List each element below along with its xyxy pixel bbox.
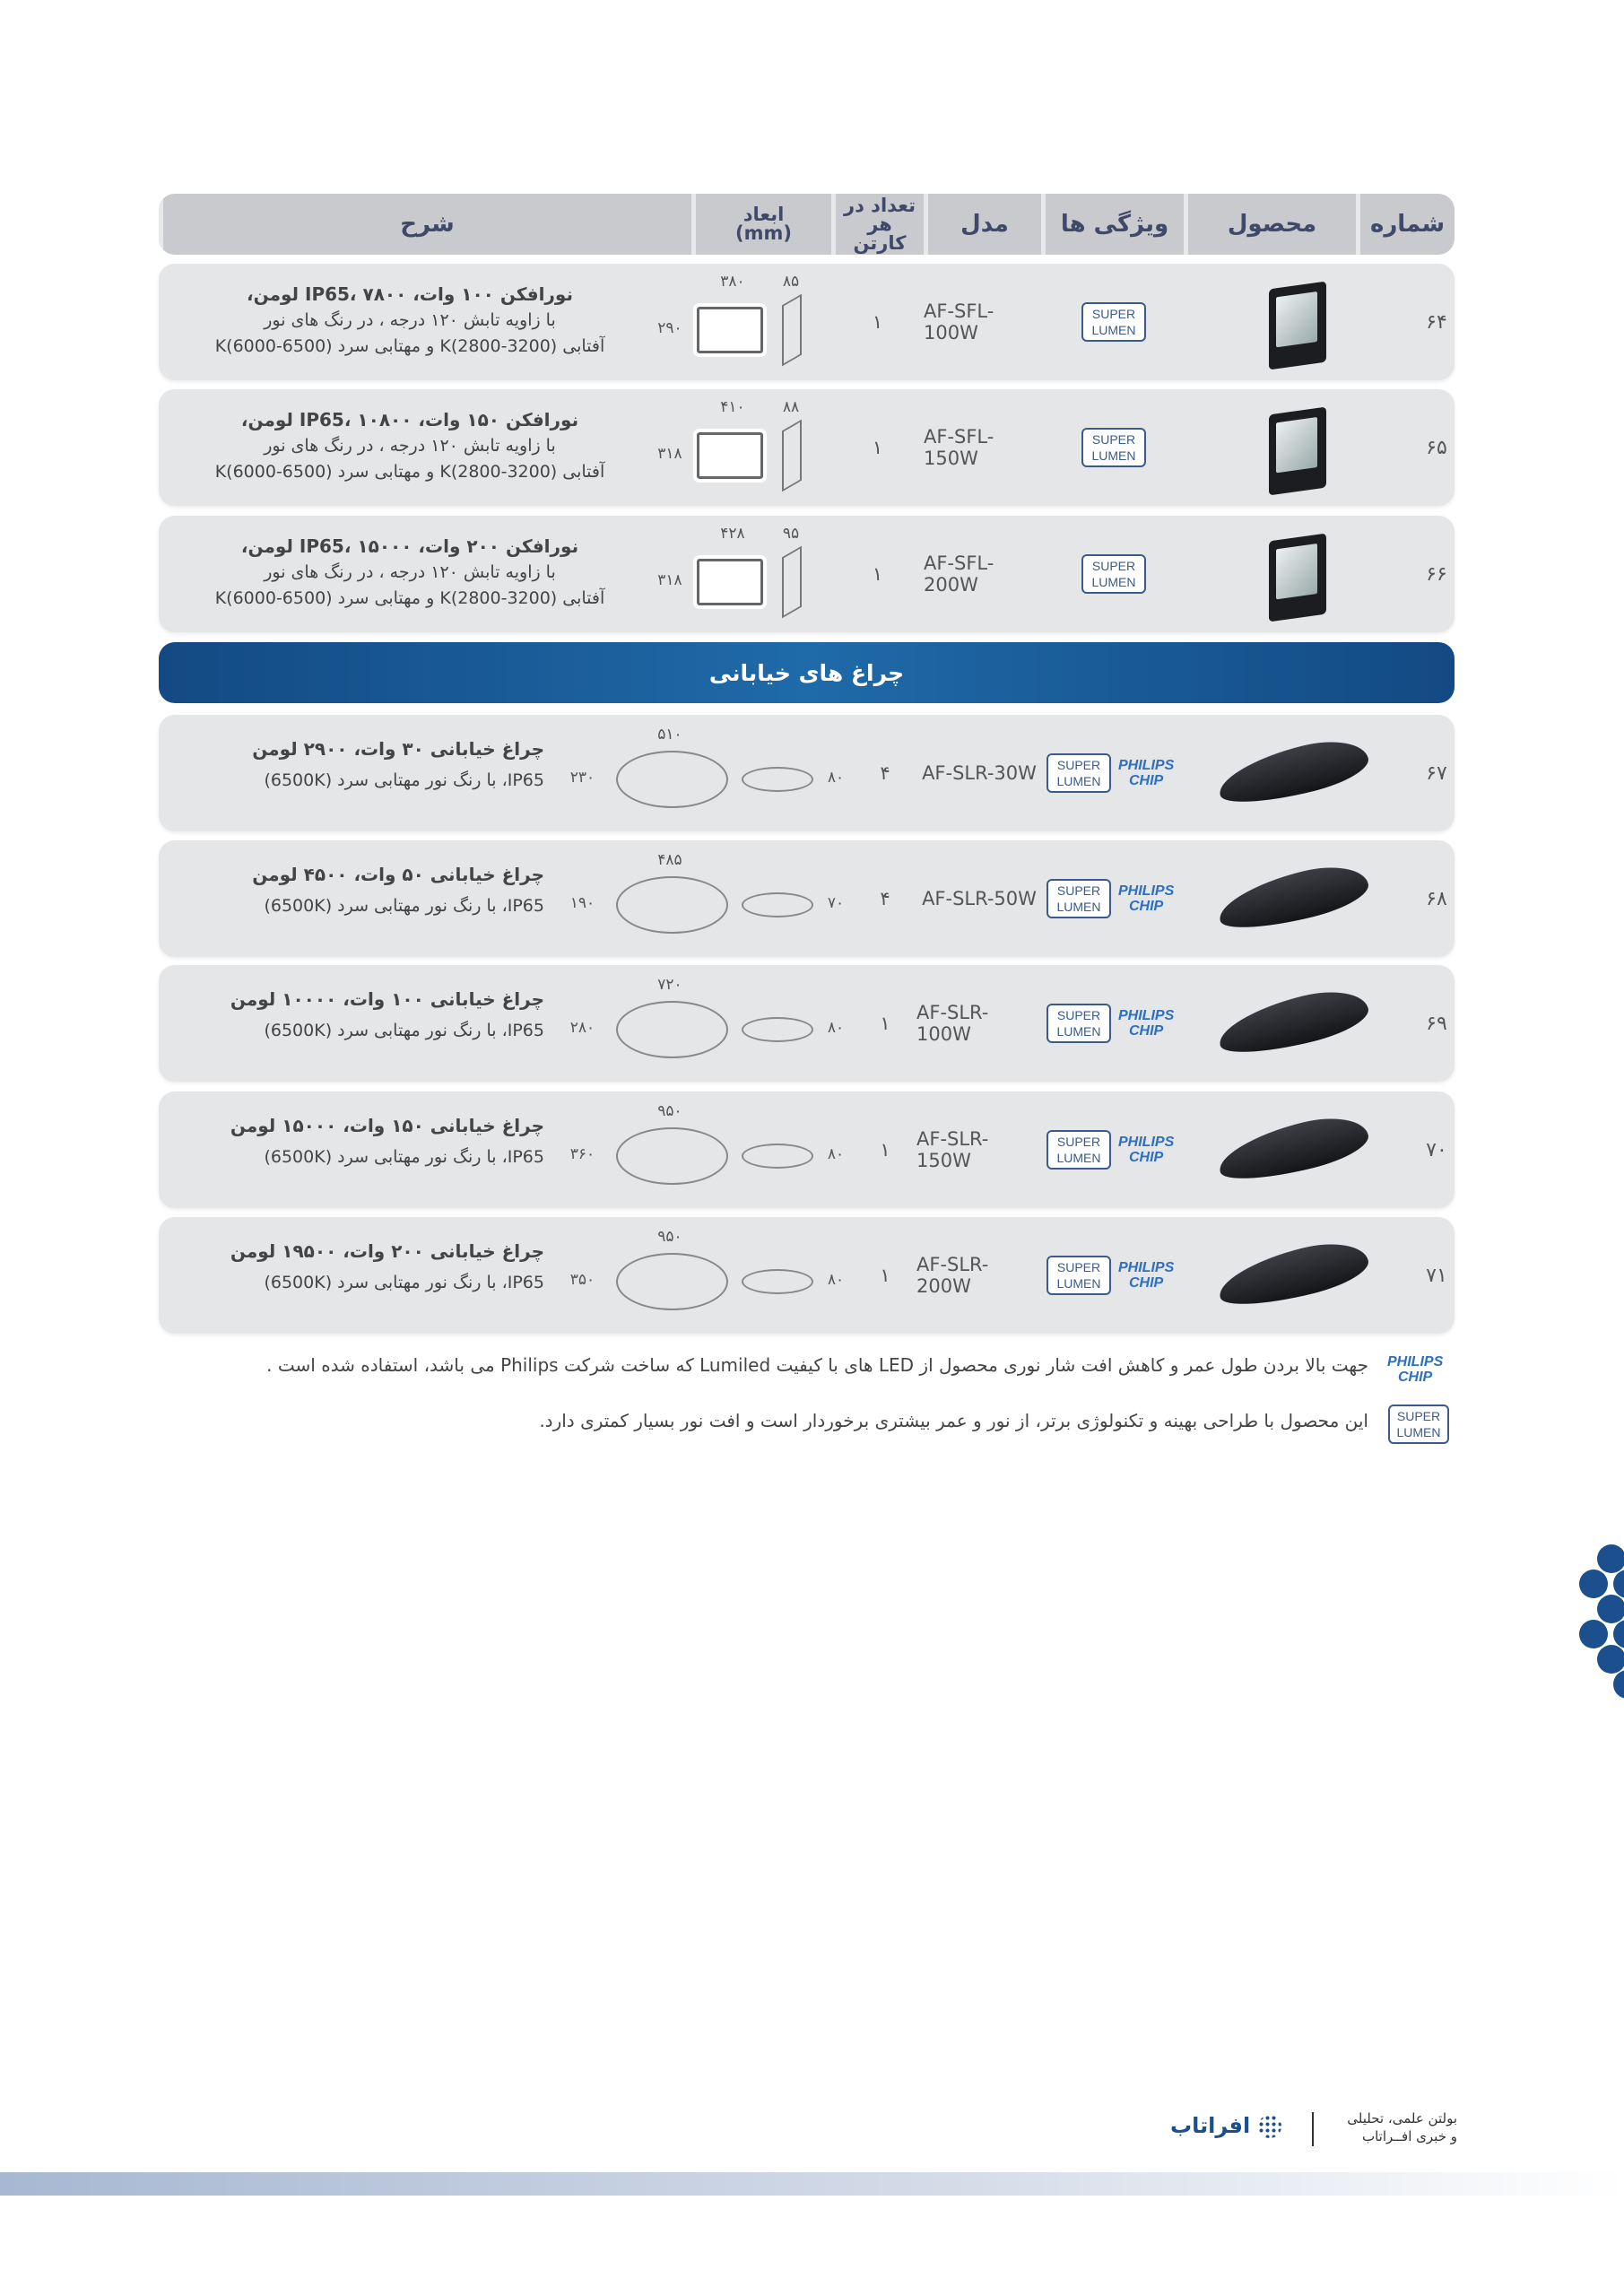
description-line: آفتابی K(2800-3200) و مهتابی سرد K(6000-6500) — [214, 336, 605, 356]
badge-text: LUMEN — [1396, 1425, 1441, 1439]
dim-depth: ۹۵ — [782, 525, 800, 543]
table-row — [159, 264, 1455, 380]
header-desc: شرح — [159, 194, 691, 255]
row-number: ۶۶ — [1426, 562, 1447, 586]
badge-text: SUPER — [1056, 758, 1101, 772]
badge-text: SUPER — [1091, 307, 1136, 321]
badge-text: PHILIPS — [1118, 883, 1175, 899]
super-lumen-badge — [1046, 753, 1111, 793]
footer-logo — [1170, 2108, 1457, 2152]
philips-note-text: جهت بالا بردن طول عمر و کاهش افت شار نوری محصول از LED های با کیفیت Lumiled که ساخت شرکت Philips می باشد، استفاده شده است . — [266, 1354, 1368, 1376]
carton-qty: ۱ — [872, 311, 883, 333]
row-number: ۶۸ — [1426, 887, 1447, 910]
badge-text: PHILIPS — [1387, 1354, 1444, 1370]
row-number: ۶۴ — [1426, 310, 1447, 334]
badge-text: SUPER — [1056, 1260, 1101, 1274]
badge-text: SUPER — [1091, 559, 1136, 573]
dimension-drawing — [616, 1127, 728, 1185]
description-line: نورافکن ۲۰۰ وات، IP65، ۱۵۰۰۰ لومن، — [240, 535, 579, 557]
streetlight-image — [1213, 1233, 1373, 1316]
dim-height: ۲۹۰ — [657, 319, 682, 337]
dim-depth: ۸۰ — [827, 1271, 845, 1289]
side-drawing — [742, 1144, 813, 1169]
badge-text: SUPER — [1056, 883, 1101, 898]
dim-height: ۳۱۸ — [657, 571, 682, 589]
product-image — [1262, 282, 1333, 371]
badge-text: PHILIPS — [1118, 1008, 1175, 1023]
table-header — [159, 194, 1455, 255]
product-image — [1212, 1118, 1374, 1181]
description-line: آفتابی K(2800-3200) و مهتابی سرد K(6000-6500) — [214, 588, 605, 608]
model-name: AF-SLR-200W — [916, 1254, 989, 1297]
description — [186, 534, 634, 612]
carton-qty: ۱ — [880, 1013, 890, 1034]
badge-text: SUPER — [1396, 1409, 1441, 1423]
dim-width: ۳۸۰ — [720, 273, 745, 291]
carton-qty: ۱ — [880, 1139, 890, 1161]
product-image — [1212, 1244, 1374, 1307]
super-lumen-badge — [1081, 302, 1146, 342]
description — [186, 282, 634, 360]
dimension-drawing — [697, 432, 763, 479]
badge-text: SUPER — [1091, 432, 1136, 447]
dimension-drawing — [616, 876, 728, 934]
super-lumen-badge — [1046, 1256, 1111, 1295]
table-row — [159, 1217, 1455, 1334]
badge-text: PHILIPS — [1118, 1260, 1175, 1275]
description-line: با زاویه تابش ۱۲۰ درجه ، در رنگ های نور — [264, 310, 556, 330]
description-line: چراغ خیابانی ۱۰۰ وات، ۱۰۰۰۰ لومن — [230, 988, 544, 1010]
badge-text: LUMEN — [1091, 575, 1136, 589]
badge-text: CHIP — [1398, 1370, 1433, 1385]
dimension-drawing — [616, 751, 728, 808]
model-name: AF-SLR-50W — [922, 888, 1037, 909]
philips-chip-badge — [1118, 1008, 1174, 1039]
super-lumen-badge — [1046, 1130, 1111, 1170]
dim-width: ۴۲۸ — [720, 525, 745, 543]
streetlight-image — [1213, 731, 1373, 813]
dim-depth: ۸۰ — [827, 1019, 845, 1037]
badge-text: CHIP — [1129, 1275, 1164, 1291]
table-row — [159, 965, 1455, 1082]
dim-width: ۴۸۵ — [657, 851, 682, 869]
depth-drawing — [782, 294, 802, 367]
section-title-street-lights: چراغ های خیابانی — [159, 642, 1455, 703]
philips-chip-badge — [1118, 758, 1174, 788]
super-lumen-badge — [1388, 1405, 1449, 1444]
description-line: چراغ خیابانی ۵۰ وات، ۴۵۰۰ لومن — [252, 864, 544, 885]
super-lumen-badge — [1081, 428, 1146, 467]
brand-icon — [1258, 2115, 1281, 2138]
dim-height: ۲۸۰ — [569, 1019, 595, 1037]
model-name: AF-SLR-100W — [916, 1002, 989, 1045]
super-lumen-badge — [1046, 1004, 1111, 1043]
dim-depth: ۸۰ — [827, 1145, 845, 1163]
super-lumen-badge — [1046, 879, 1111, 918]
header-number: شماره — [1356, 194, 1455, 255]
dimension-drawing — [697, 307, 763, 353]
header-features: ویژگی ها — [1041, 194, 1184, 255]
streetlight-image — [1213, 857, 1373, 939]
description-line: IP65، با رنگ نور مهتابی سرد (6500K) — [264, 1021, 544, 1040]
philips-chip-badge — [1118, 1135, 1174, 1165]
carton-qty: ۱ — [872, 563, 883, 585]
super-lumen-note-text: این محصول با طراحی بهینه و تکنولوژی برتر، از نور و عمر بیشتری برخوردار است و افت نور بسیار کمتری دارد. — [539, 1410, 1368, 1431]
description — [195, 862, 544, 924]
product-image — [1262, 534, 1333, 623]
header-dims: ابعاد (mm) — [691, 194, 831, 255]
dimension-drawing — [697, 559, 763, 605]
dim-width: ۴۱۰ — [720, 398, 745, 416]
super-lumen-note — [539, 1410, 1368, 1431]
description-line: نورافکن ۱۰۰ وات، IP65، ۷۸۰۰ لومن، — [247, 283, 573, 305]
model-name: AF-SFL-100W — [924, 300, 994, 344]
carton-qty: ۴ — [880, 762, 890, 784]
dim-depth: ۷۰ — [827, 894, 845, 912]
carton-qty: ۴ — [880, 888, 890, 909]
streetlight-image — [1213, 1108, 1373, 1190]
description — [195, 1113, 544, 1175]
description-line: چراغ خیابانی ۳۰ وات، ۲۹۰۰ لومن — [252, 738, 544, 760]
description-line: IP65، با رنگ نور مهتابی سرد (6500K) — [264, 896, 544, 916]
depth-drawing — [782, 420, 802, 492]
row-number: ۷۰ — [1426, 1138, 1447, 1161]
model-name: AF-SFL-150W — [924, 426, 994, 469]
badge-text: SUPER — [1056, 1008, 1101, 1022]
footer-line-2: و خبری افــراتاب — [1361, 2128, 1457, 2144]
product-image — [1212, 742, 1374, 804]
description-line: IP65، با رنگ نور مهتابی سرد (6500K) — [264, 1273, 544, 1292]
philips-chip-badge — [1118, 883, 1174, 914]
model-name: AF-SLR-150W — [916, 1128, 989, 1171]
row-number: ۶۹ — [1426, 1012, 1447, 1035]
philips-note — [266, 1354, 1368, 1376]
dim-height: ۳۵۰ — [569, 1271, 595, 1289]
product-image — [1212, 992, 1374, 1055]
dimension-drawing — [616, 1001, 728, 1058]
badge-text: CHIP — [1129, 899, 1164, 914]
badge-text: LUMEN — [1056, 774, 1101, 788]
description-line: چراغ خیابانی ۲۰۰ وات، ۱۹۵۰۰ لومن — [230, 1240, 544, 1262]
depth-drawing — [782, 546, 802, 619]
dim-depth: ۸۰ — [827, 769, 845, 787]
streetlight-image — [1213, 981, 1373, 1064]
description-line: آفتابی K(2800-3200) و مهتابی سرد K(6000-6500) — [214, 462, 605, 482]
carton-qty: ۱ — [872, 437, 883, 458]
floodlight-image — [1269, 534, 1326, 622]
badge-text: CHIP — [1129, 773, 1164, 788]
description — [195, 987, 544, 1048]
description — [186, 407, 634, 485]
footer-line-1: بولتن علمی، تحلیلی — [1347, 2110, 1457, 2126]
brand-name: افراتاب — [1170, 2113, 1251, 2138]
dim-height: ۳۶۰ — [569, 1145, 595, 1163]
dim-height: ۱۹۰ — [569, 894, 595, 912]
footer-bar — [0, 2172, 1624, 2196]
badge-text: LUMEN — [1091, 323, 1136, 337]
row-number: ۶۵ — [1426, 436, 1447, 459]
side-drawing — [742, 1269, 813, 1294]
header-product: محصول — [1184, 194, 1356, 255]
dim-height: ۲۳۰ — [569, 769, 595, 787]
badge-text: LUMEN — [1056, 1151, 1101, 1165]
carton-qty: ۱ — [880, 1265, 890, 1286]
floodlight-image — [1269, 282, 1326, 370]
floodlight-image — [1269, 407, 1326, 496]
row-number: ۶۷ — [1426, 761, 1447, 785]
description — [195, 736, 544, 798]
badge-text: LUMEN — [1056, 1024, 1101, 1039]
super-lumen-badge — [1081, 554, 1146, 594]
product-image — [1212, 867, 1374, 930]
badge-text: SUPER — [1056, 1135, 1101, 1149]
description-line: چراغ خیابانی ۱۵۰ وات، ۱۵۰۰۰ لومن — [230, 1115, 544, 1136]
badge-text: LUMEN — [1056, 1276, 1101, 1291]
side-drawing — [742, 892, 813, 918]
header-model: مدل — [924, 194, 1041, 255]
header-qty: تعداد در هر کارتن — [831, 194, 924, 255]
table-row — [159, 389, 1455, 506]
description-line: IP65، با رنگ نور مهتابی سرد (6500K) — [264, 1147, 544, 1167]
badge-text: CHIP — [1129, 1023, 1164, 1039]
decorative-dots — [1570, 1544, 1624, 1697]
table-row — [159, 1091, 1455, 1208]
model-name: AF-SFL-200W — [924, 552, 994, 596]
dim-width: ۷۲۰ — [657, 976, 682, 994]
description-line: نورافکن ۱۵۰ وات، IP65، ۱۰۸۰۰ لومن، — [240, 409, 579, 430]
dim-width: ۹۵۰ — [657, 1228, 682, 1246]
dim-height: ۳۱۸ — [657, 445, 682, 463]
row-number: ۷۱ — [1426, 1264, 1447, 1287]
table-row — [159, 715, 1455, 831]
description-line: IP65، با رنگ نور مهتابی سرد (6500K) — [264, 770, 544, 790]
badge-text: LUMEN — [1091, 448, 1136, 463]
badge-text: LUMEN — [1056, 900, 1101, 914]
dim-depth: ۸۸ — [782, 398, 800, 416]
dim-width: ۹۵۰ — [657, 1102, 682, 1120]
description-line: با زاویه تابش ۱۲۰ درجه ، در رنگ های نور — [264, 436, 556, 456]
dim-width: ۵۱۰ — [657, 726, 682, 744]
side-drawing — [742, 1017, 813, 1042]
model-name: AF-SLR-30W — [922, 762, 1037, 784]
description — [195, 1239, 544, 1300]
badge-text: CHIP — [1129, 1150, 1164, 1165]
brand-logo — [1170, 2113, 1281, 2138]
dimension-drawing — [616, 1253, 728, 1310]
side-drawing — [742, 767, 813, 792]
description-line: با زاویه تابش ۱۲۰ درجه ، در رنگ های نور — [264, 562, 556, 582]
dim-depth: ۸۵ — [782, 273, 800, 291]
product-image — [1262, 407, 1333, 497]
badge-text: PHILIPS — [1118, 758, 1175, 773]
philips-chip-badge — [1118, 1260, 1174, 1291]
table-row — [159, 840, 1455, 957]
philips-chip-badge — [1387, 1354, 1443, 1385]
badge-text: PHILIPS — [1118, 1135, 1175, 1150]
table-row — [159, 516, 1455, 632]
